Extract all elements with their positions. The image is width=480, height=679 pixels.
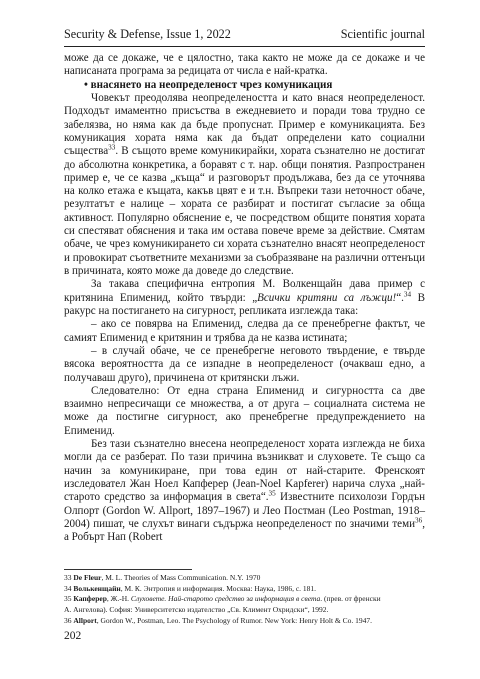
body-text bbox=[64, 52, 425, 545]
footnote-36: 36 Allport, Gordon W., Postman, Leo. The Psychology of Rumor. New York: Henry Holt & Co. 1947. bbox=[64, 615, 372, 625]
journal-type: Scientific journal bbox=[340, 27, 425, 41]
page-number: 202 bbox=[64, 630, 82, 642]
paragraph-2: Човекът преодолява неопределеността и като внася неопределеност. Подходът имаментно присъства в ежедневието и поради това трудно се забелязва, но няма как да бъде пропуснат. Пример е комуникацията. Без комуникация хората няма как да бъдат определени като социални същества$^{33}$. В същото време комуникирайки, хората съзнателно не достигат до абсолютна конкретика, а боравят с т. нар. общи понятия. Разпространен пример е, че се казва „къща“ и разговорът продължава, без да се уточнява на колко етажа е къщата, какъв цвят е и т.н. Въпреки тази неточност обаче, резултатът е налице – хората се разбират и постигат съгласие за обща активност. Популярно обяснение е, че посредством общите понятия хората си спестяват обяснения и така им остава повече време за действие. Смятам обаче, че чрез комуникирането си хората съзнателно внасят неопределеност и провокират съответните механизми за съобразяване на различни оттенъци в причината, която може да доведе до следствие. bbox=[64, 91, 425, 277]
footnote-rule bbox=[64, 569, 192, 570]
footnote-ref-34: 34 bbox=[403, 289, 412, 298]
paragraph-3: За такава специфична ентропия М. Волкенщайн дава пример с критянина Епименид, който твърди: „Всички критяни са лъжци!“.$^{34}$ В ракурс на постигането на сигурност, репликата изглежда така: bbox=[64, 278, 425, 317]
footnote-33: 33 De Fleur, M. L. Theories of Mass Communication. N.Y. 1970 bbox=[64, 573, 261, 582]
footnote-ref-36: 36 bbox=[415, 516, 423, 525]
footnote-34: 34 Волькенщайн, М. К. Энтропия и информация. Москва: Наука, 1986, с. 181. bbox=[64, 583, 317, 593]
paragraph-7: Без тази съзнателно внесена неопределеност хората изглежда не биха могли да се разберат. По тази причина възникват и слуховете. Те също са начин за комуникиране, при това един от най-старите. Френскоят изследовател Жан Ноел Капферер (Jean-Noel Kapferer) нарича слуха „най-старото средство за информация в света“.$^{35}$ Известните психолози Гордън Олпорт (Gordon W. Allport, 1897–1967) и Лео Постман (Leo Postman, 1918–2004) пишат, че слухът винаги съдържа неопределеност по значими теми$^{36}$, а Робърт Нап (Robert bbox=[64, 438, 425, 544]
header-rule bbox=[64, 46, 425, 47]
section-heading: • внасянето на неопределеност чрез комуникация bbox=[84, 78, 333, 91]
epimenides-quote: Всички критяни са лъжци! bbox=[257, 291, 397, 304]
footnote-ref-35: 35 bbox=[268, 489, 276, 498]
journal-issue: Security & Defense, Issue 1, 2022 bbox=[64, 27, 231, 41]
running-header bbox=[64, 27, 425, 41]
paragraph-6: Следователно: От една страна Епименид и сигурността са две взаимно непресичащи се множества, а от друга – социалната система не може да постигне сигурност, ако пренебрегне предупреждението на Епименид. bbox=[64, 384, 425, 437]
footnotes bbox=[64, 573, 425, 627]
footnote-ref-33: 33 bbox=[108, 143, 116, 152]
paragraph-4: – ако се повярва на Епименид, следва да се пренебрегне фактът, че самият Епименид е критянин и трябва да не казва истината; bbox=[64, 318, 425, 344]
paragraph-5: – в случай обаче, че се пренебрегне неговото твърдение, е твърде вясока вероятността да се изпадне в неопределеност (очакваш едно, а получаваш друго), причинена от критянски лъжи. bbox=[64, 344, 425, 384]
footnote-35: 35 Капферер, Ж.-Н. Слуховете. Най-старото средство за информация в света. (прев. от френски bbox=[64, 594, 381, 604]
paragraph-1: може да се докаже, че е цялостно, така както не може да се докаже и че написаната програма за редицата от числа е най-кратка. bbox=[64, 52, 425, 78]
footnote-35-continued: А. Ангелова). София: Университетско издателство „Св. Климент Охридски“, 1992. bbox=[64, 605, 329, 615]
